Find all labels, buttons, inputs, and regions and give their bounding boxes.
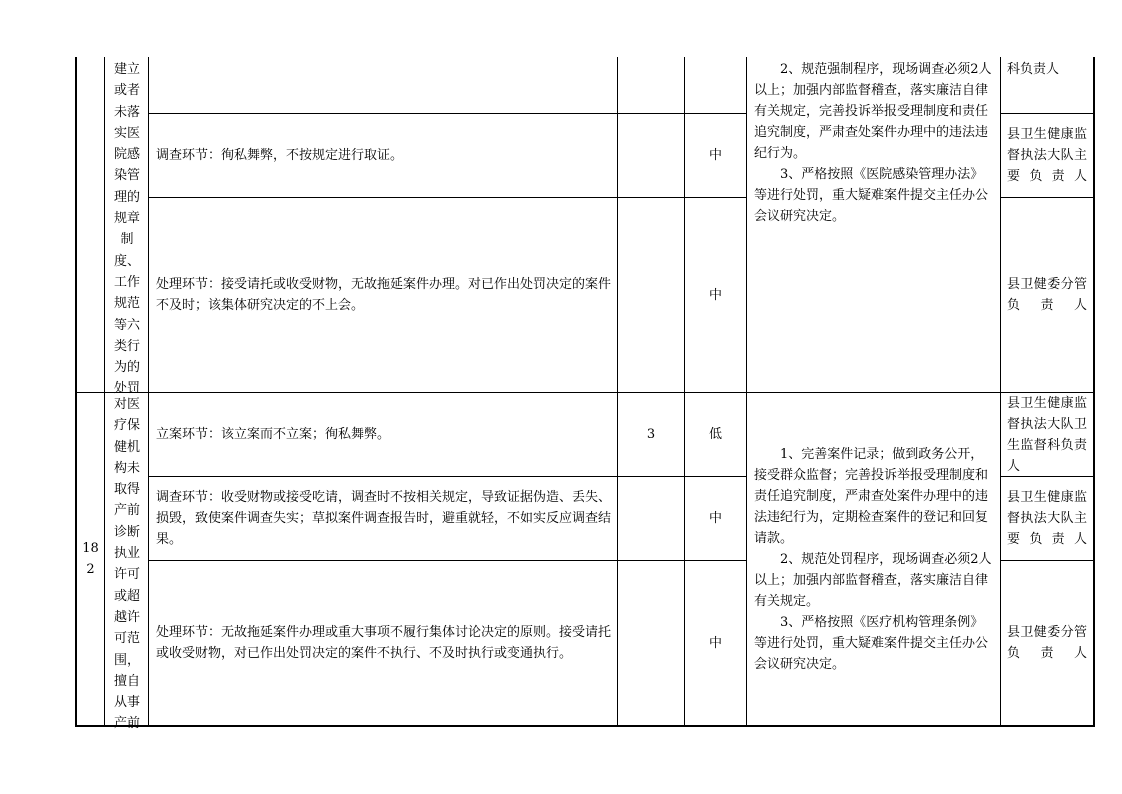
row-b-step1-level: 低 — [708, 427, 722, 442]
row-a-step1-text — [156, 59, 611, 113]
row-a-step2-cell — [156, 114, 611, 197]
row-b-measure-3: 3、严格按照《医疗机构管理条例》等进行处罚，重大疑难案件提交主任办公会议研究决定。 — [754, 614, 989, 672]
row-a-step3-responsible-cell — [1007, 198, 1087, 392]
row-b-step3-responsible-cell — [1007, 561, 1087, 725]
row-b-measure-1: 1、完善案件记录；做到政务公开，接受群众监督；完善投诉举报受理制度和责任追究制度，严肃查处案件办理中的违法违纪行为，定期检查案件的登记和回复请款。 — [754, 446, 989, 546]
row-b-step3-cell — [156, 561, 612, 725]
row-a-step3-level-cell — [685, 198, 746, 392]
row-b-number-line2: 2 — [86, 562, 95, 577]
row-b-step1-responsible: 县卫生健康监督执法大队卫生监督科负责人 — [1007, 395, 1087, 474]
row-a-step2-text: 调查环节：徇私舞弊，不按规定进行取证。 — [156, 148, 404, 163]
row-b-step2-level-cell — [685, 477, 746, 560]
row-b-step3-text: 处理环节：无故拖延案件办理或重大事项不履行集体讨论决定的原则。接受请托或收受财物，对已作出处罚决定的案件不执行、不及时执行或变通执行。 — [156, 625, 612, 661]
row-b-step2-responsible: 县卫生健康监督执法大队主要负责人 — [1007, 490, 1087, 547]
row-b-step1-count-cell — [618, 393, 684, 476]
row-a-step3-text: 处理环节：接受请托或收受财物，无故拖延案件办理。对已作出处罚决定的案件不及时；该集体研究决定的不上会。 — [156, 277, 612, 313]
row-b-step2-level: 中 — [708, 511, 722, 526]
row-b-step2-cell — [156, 477, 611, 560]
row-b-step2-text: 调查环节：收受财物或接受吃请，调查时不按相关规定，导致证据伪造、丢失、损毁，致使案件调查失实；草拟案件调查报告时，避重就轻，不如实反应调查结果。 — [156, 490, 612, 547]
row-a-step2-responsible-cell — [1007, 114, 1087, 197]
row-a-measure-3: 3、严格按照《医院感染管理办法》等进行处罚，重大疑难案件提交主任办公会议研究决定。 — [754, 167, 989, 224]
row-b-step1-level-cell — [685, 393, 746, 476]
row-a-step2-level: 中 — [708, 148, 722, 163]
row-a-step3-level: 中 — [708, 287, 722, 303]
row-b-step1-text: 立案环节：该立案而不立案；徇私舞弊。 — [156, 427, 391, 442]
row-a-step2-level-cell — [685, 114, 746, 197]
row-a-step3-responsible: 县卫健委分管负责人 — [1007, 277, 1087, 313]
row-b-measure-2: 2、规范处罚程序，现场调查必须2人以上；加强内部监督稽查，落实廉洁自律有关规定。 — [754, 551, 992, 609]
row-b-measures — [754, 393, 996, 725]
row-b-step1-cell — [156, 393, 611, 476]
row-b-number — [77, 393, 104, 725]
row-b-step3-responsible: 县卫健委分管负责人 — [1007, 625, 1087, 661]
row-a-step3-cell — [156, 198, 612, 392]
row-a-step2-responsible: 县卫生健康监督执法大队主要负责人 — [1007, 127, 1087, 184]
row-b-step2-responsible-cell — [1007, 477, 1087, 560]
row-b-item-name: 对医疗保健机构未取得产前诊断执业许可或超越许可范围，擅自从事产前 — [113, 397, 140, 732]
row-a-item-name: 建立或者未落实医院感染管理的规章制度、工作规范等六类行为的处罚 — [113, 62, 140, 397]
row-b-number-line1: 18 — [82, 541, 99, 556]
row-b-step3-level: 中 — [708, 635, 722, 651]
row-a-measure-2: 2、规范强制程序，现场调查必须2人以上；加强内部监督稽查，落实廉洁自律有关规定，完善投诉举报受理制度和责任追究制度，严肃查处案件办理中的违法违纪行为。 — [754, 62, 992, 161]
row-a-measures — [754, 59, 996, 389]
row-b-step1-count: 3 — [646, 427, 656, 442]
row-b-step1-responsible-cell — [1007, 393, 1087, 476]
row-a-step1-responsible: 科负责人 — [1007, 62, 1060, 77]
row-b-step3-level-cell — [685, 561, 746, 725]
